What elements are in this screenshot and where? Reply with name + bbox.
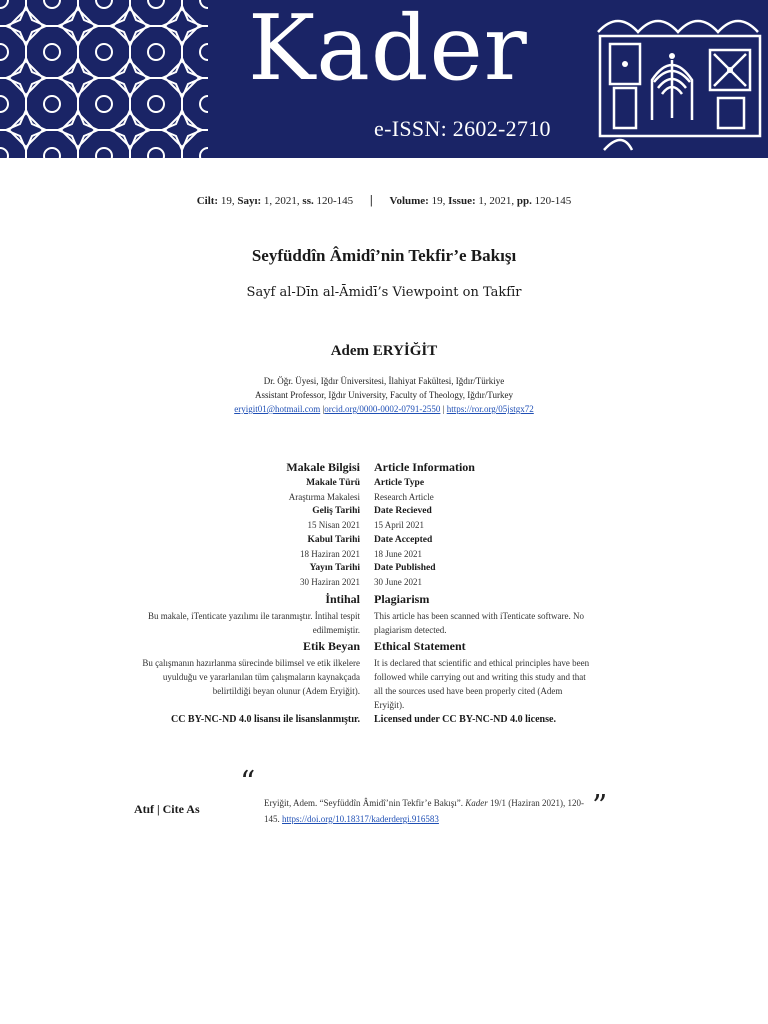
plagiarism-text: This article has been scanned with iTenticate software. No plagiarism detected. xyxy=(374,611,585,635)
author-links xyxy=(0,404,768,414)
license-en: Licensed under CC BY-NC-ND 4.0 license. xyxy=(374,714,556,725)
ss-label: ss. xyxy=(302,195,314,207)
date-accepted-label: Date Accepted xyxy=(374,535,433,545)
ss-value: 120-145 xyxy=(313,195,354,207)
article-type-value: Research Article xyxy=(374,492,434,502)
date-received-label: Date Recieved xyxy=(374,506,432,516)
ethical-statement-text: It is declared that scientific and ethical principles have been followed while carrying out and writing this study and that all the sources used have been properly cited (Adem Eryiğit). xyxy=(374,658,590,710)
issue-label: Issue: xyxy=(448,195,476,207)
kabul-tarihi-label: Kabul Tarihi xyxy=(307,535,360,545)
cite-as-label: Atıf | Cite As xyxy=(134,802,200,816)
date-received-value: 15 April 2021 xyxy=(374,520,425,530)
yayin-tarihi-label: Yayın Tarihi xyxy=(309,563,360,573)
ethical-statement-header: Ethical Statement xyxy=(374,639,466,653)
email-link[interactable]: eryigit01@hotmail.com xyxy=(234,404,321,414)
sayi-value: 1, 2021, xyxy=(261,195,303,207)
affiliation-tr: Dr. Öğr. Üyesi, Iğdır Üniversitesi, İlahiyat Fakültesi, Iğdır/Türkiye xyxy=(263,376,505,386)
etik-beyan-header: Etik Beyan xyxy=(302,639,360,653)
gelis-tarihi-label: Geliş Tarihi xyxy=(312,506,360,516)
affiliation-en: Assistant Professor, Iğdır University, Faculty of Theology, Iğdır/Turkey xyxy=(255,390,513,400)
ror-link[interactable]: https://ror.org/05jstgx72 xyxy=(446,404,534,414)
citation-part-2: 19/1 (Haziran 2021), 120-145. xyxy=(264,798,584,824)
pp-label: pp. xyxy=(516,195,532,207)
link-separator: | xyxy=(322,404,325,414)
etik-beyan-text: Bu çalışmanın hazırlanma sürecinde bilimsel ve etik ilkelere uyulduğu ve yararlanılan tüm çalışmaların kaynakçada belirtildiği beyan olunur (Adem Eryiğit). xyxy=(142,658,360,696)
license-tr: CC BY-NC-ND 4.0 lisansı ile lisanslanmıştır. xyxy=(170,714,360,725)
makale-bilgisi-header: Makale Bilgisi xyxy=(286,460,360,474)
intihal-header: İntihal xyxy=(325,592,360,606)
gelis-tarihi-value: 15 Nisan 2021 xyxy=(307,520,360,530)
orcid-link[interactable]: orcid.org/0000-0002-0791-2550 xyxy=(324,404,441,414)
intihal-text: Bu makale, iTenticate yazılımı ile taranmıştır. İntihal tespit edilmemiştir. xyxy=(147,611,360,635)
pp-value: 120-145 xyxy=(531,195,572,207)
date-published-label: Date Published xyxy=(374,563,436,573)
makale-turu-label: Makale Türü xyxy=(306,478,360,488)
cilt-value: 19, xyxy=(218,195,238,207)
makale-turu-value: Araştırma Makalesi xyxy=(288,492,360,502)
citation-part-1: Eryiğit, Adem. “Seyfüddîn Âmidî’nin Tekfir’e Bakışı”. xyxy=(264,798,466,808)
volume-issue-line xyxy=(0,192,768,208)
doi-link[interactable]: https://doi.org/10.18317/kaderdergi.916583 xyxy=(282,814,439,824)
journal-issn: e-ISSN: 2602-2710 xyxy=(374,116,551,141)
open-quote-icon: “ xyxy=(240,765,256,800)
article-type-label: Article Type xyxy=(374,478,425,488)
close-quote-icon: ” xyxy=(592,789,608,824)
article-information-header: Article Information xyxy=(374,460,475,474)
volume-label: Volume: xyxy=(389,195,429,207)
calligraphy-emblem xyxy=(592,0,768,158)
article-title-tr: Seyfüddîn Âmidî’nin Tekfir’e Bakışı xyxy=(251,246,517,265)
issue-value: 1, 2021, xyxy=(475,195,517,207)
link-separator: | xyxy=(442,404,445,414)
article-title-en: Sayf al-Dīn al-Āmidī’s Viewpoint on Takfīr xyxy=(246,285,522,300)
date-published-value: 30 June 2021 xyxy=(374,577,422,587)
kabul-tarihi-value: 18 Haziran 2021 xyxy=(300,549,360,559)
plagiarism-header: Plagiarism xyxy=(374,592,430,606)
cilt-label: Cilt: xyxy=(196,195,219,207)
volume-value: 19, xyxy=(428,195,449,207)
citation-journal: Kader xyxy=(465,798,488,808)
journal-banner xyxy=(0,0,768,158)
geometric-pattern-left xyxy=(0,0,208,158)
author-name: Adem ERYİĞİT xyxy=(330,343,438,359)
yayin-tarihi-value: 30 Haziran 2021 xyxy=(300,577,360,587)
sayi-label: Sayı: xyxy=(237,195,262,207)
journal-title: Kader xyxy=(248,0,528,101)
citation-text xyxy=(264,795,584,827)
volume-separator: | xyxy=(369,192,373,207)
date-accepted-value: 18 June 2021 xyxy=(374,549,422,559)
